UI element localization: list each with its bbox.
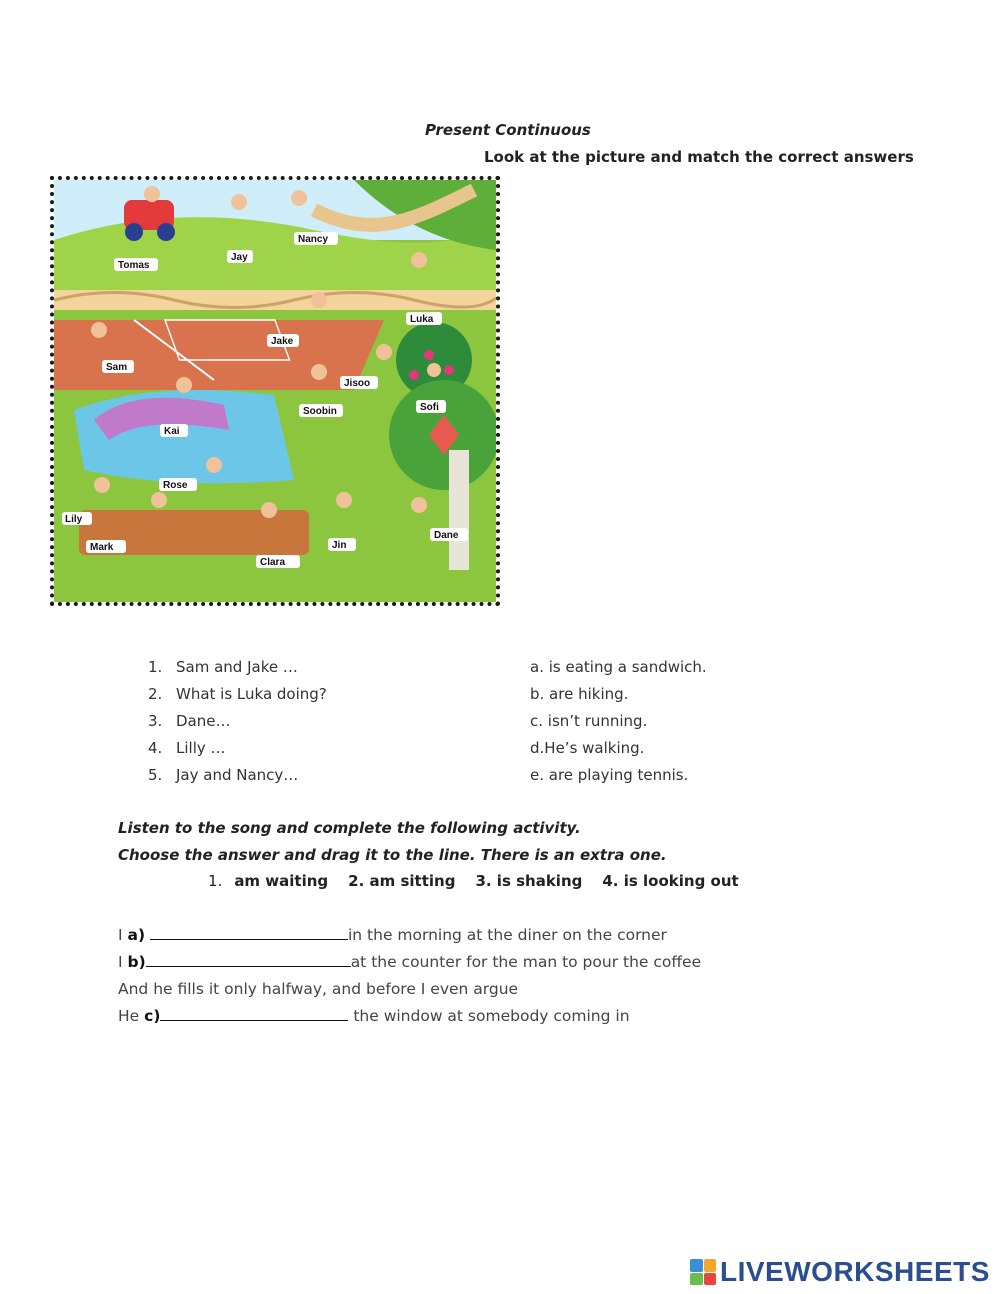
blank-b[interactable] xyxy=(146,953,351,967)
label-rose: Rose xyxy=(163,480,188,491)
lyric-line-plain: And he fills it only halfway, and before I even argue xyxy=(118,980,519,998)
option-number: 1. xyxy=(208,872,223,890)
label-kai: Kai xyxy=(164,426,180,437)
question-3: 3. Dane… xyxy=(148,712,231,730)
blank-c[interactable] xyxy=(160,1007,348,1021)
question-4: 4. Lilly … xyxy=(148,739,226,757)
tree-trunk xyxy=(449,450,469,570)
question-1: 1. Sam and Jake … xyxy=(148,658,298,676)
label-jake: Jake xyxy=(271,336,294,347)
label-jay: Jay xyxy=(231,252,248,263)
instruction-text: Look at the picture and match the correct answers xyxy=(484,148,914,166)
logo-text: LIVEWORKSHEETS xyxy=(720,1256,990,1287)
answer-b[interactable]: b. are hiking. xyxy=(530,685,629,703)
option-is-shaking[interactable]: 3. is shaking xyxy=(475,872,583,890)
label-soobin: Soobin xyxy=(303,406,337,417)
label-nancy: Nancy xyxy=(298,234,329,245)
option-is-looking-out[interactable]: 4. is looking out xyxy=(602,872,739,890)
label-sam: Sam xyxy=(106,362,128,373)
drag-options xyxy=(208,872,739,890)
blank-a[interactable] xyxy=(150,926,348,940)
park-scene xyxy=(54,180,496,602)
option-am-sitting[interactable]: 2. am sitting xyxy=(348,872,456,890)
label-lily: Lily xyxy=(65,514,83,525)
label-jin: Jin xyxy=(332,540,347,551)
answer-a[interactable]: a. is eating a sandwich. xyxy=(530,658,707,676)
answer-d[interactable]: d.He’s walking. xyxy=(530,739,645,757)
answer-c[interactable]: c. isn’t running. xyxy=(530,712,648,730)
option-am-waiting[interactable]: am waiting xyxy=(234,872,329,890)
question-5: 5. Jay and Nancy… xyxy=(148,766,299,784)
label-luka: Luka xyxy=(410,314,434,325)
question-2: 2. What is Luka doing? xyxy=(148,685,327,703)
label-dane: Dane xyxy=(434,530,459,541)
page-title: Present Continuous xyxy=(425,121,591,139)
label-jisoo: Jisoo xyxy=(344,378,371,389)
answer-e[interactable]: e. are playing tennis. xyxy=(530,766,689,784)
label-sofi: Sofi xyxy=(420,402,439,413)
label-clara: Clara xyxy=(260,557,286,568)
label-tomas: Tomas xyxy=(118,260,150,271)
lyric-line-c: He c) the window at somebody coming in xyxy=(118,1007,630,1025)
label-mark: Mark xyxy=(90,542,114,553)
lyric-line-b: I b) at the counter for the man to pour the coffee xyxy=(118,953,702,971)
park-illustration xyxy=(50,176,500,606)
song-instruction-2: Choose the answer and drag it to the line. There is an extra one. xyxy=(118,846,667,864)
liveworksheets-logo[interactable] xyxy=(690,1256,990,1288)
song-instruction-1: Listen to the song and complete the following activity. xyxy=(118,819,581,837)
lyric-line-a: I a) in the morning at the diner on the corner xyxy=(118,926,667,944)
logo-mark-icon xyxy=(690,1259,716,1285)
